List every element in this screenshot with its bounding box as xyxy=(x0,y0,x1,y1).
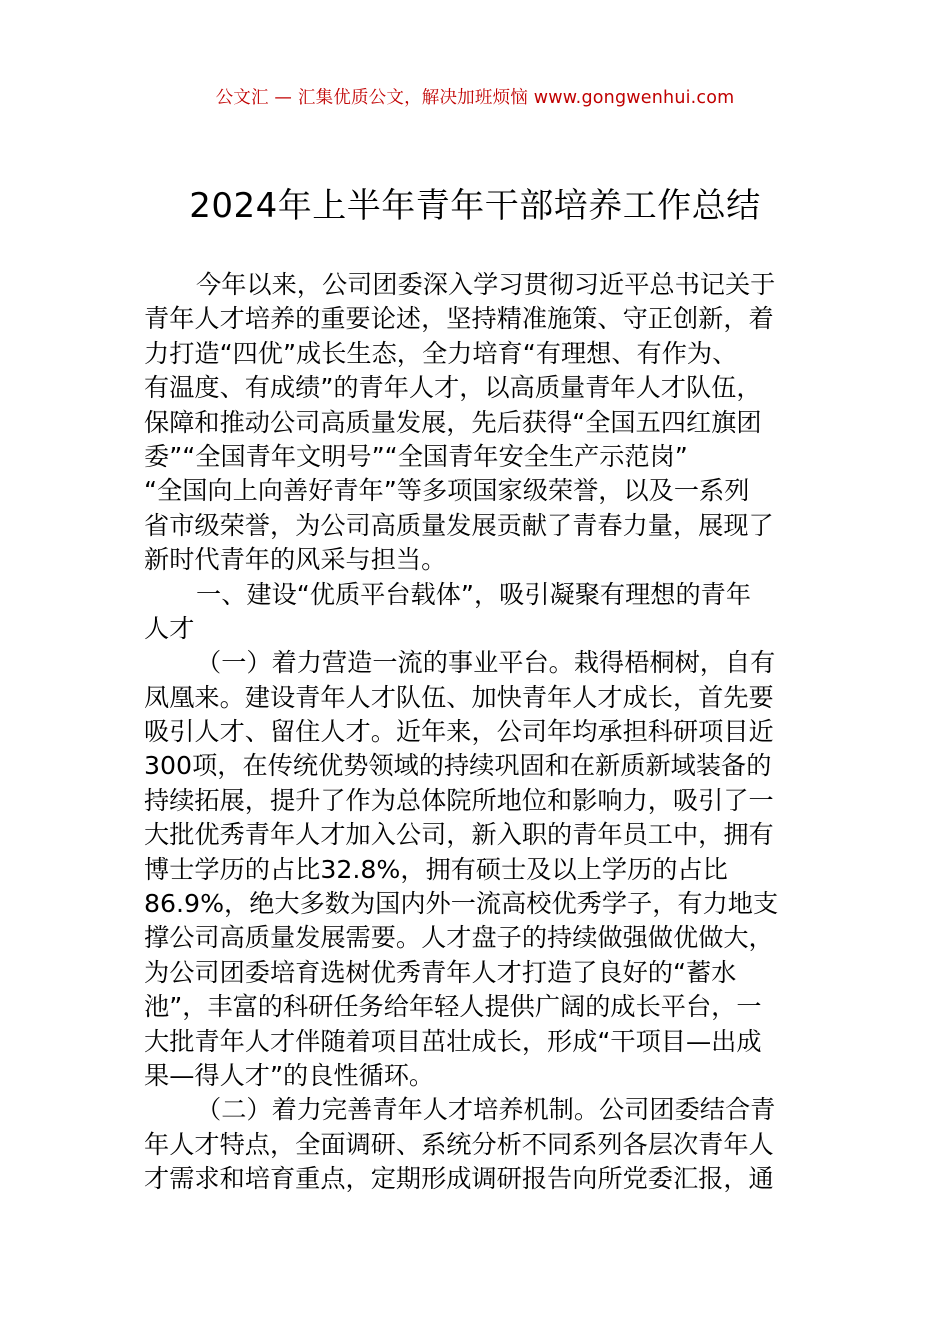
page-title: 2024年上半年青年干部培养工作总结 xyxy=(189,186,761,226)
body-line: 撑公司高质量发展需要。人才盘子的持续做强做优做大， xyxy=(144,923,774,953)
body-line: 凤凰来。建设青年人才队伍、加快青年人才成长，首先要 xyxy=(144,682,774,712)
body-line: 有温度、有成绩”的青年人才，以高质量青年人才队伍， xyxy=(144,373,762,403)
body-line: 青年人才培养的重要论述，坚持精准施策、守正创新，着 xyxy=(144,304,774,334)
body-line: 省市级荣誉，为公司高质量发展贡献了青春力量，展现了 xyxy=(144,510,774,540)
body-line: 持续拓展，提升了作为总体院所地位和影响力，吸引了一 xyxy=(144,785,774,815)
body-line: 力打造“四优”成长生态，全力培育“有理想、有作为、 xyxy=(144,338,738,368)
document-body xyxy=(144,268,808,1197)
body-line: 果—得人才”的良性循环。 xyxy=(144,1060,435,1090)
body-line: 委”“全国青年文明号”“全国青年安全生产示范岗” xyxy=(144,441,688,471)
header-slogan: 公文汇 — 汇集优质公文，解决加班烦恼 www.gongwenhui.com xyxy=(215,88,735,108)
body-line: 吸引人才、留住人才。近年来，公司年均承担科研项目近 xyxy=(144,717,774,747)
body-line: 今年以来，公司团委深入学习贯彻习近平总书记关于 xyxy=(196,270,776,299)
body-line: 年人才特点，全面调研、系统分析不同系列各层次青年人 xyxy=(144,1129,774,1159)
body-line: 才需求和培育重点，定期形成调研报告向所党委汇报，通 xyxy=(144,1164,774,1194)
body-line: 新时代青年的风采与担当。 xyxy=(144,545,447,575)
body-line: 300项，在传统优势领域的持续巩固和在新质新域装备的 xyxy=(144,751,772,781)
body-line: 大批优秀青年人才加入公司，新入职的青年员工中，拥有 xyxy=(144,820,774,850)
subsection-heading: （一）着力营造一流的事业平台。栽得梧桐树，自有 xyxy=(196,648,776,678)
body-line: 保障和推动公司高质量发展，先后获得“全国五四红旗团 xyxy=(144,407,762,437)
section-heading: 人才 xyxy=(144,613,195,643)
body-line: 池”，丰富的科研任务给年轻人提供广阔的成长平台，一 xyxy=(144,992,762,1022)
subsection-heading: （二）着力完善青年人才培养机制。公司团委结合青 xyxy=(196,1095,776,1125)
body-line: 为公司团委培育选树优秀青年人才打造了良好的“蓄水 xyxy=(144,957,737,987)
section-heading: 一、建设“优质平台载体”，吸引凝聚有理想的青年 xyxy=(196,579,752,609)
body-line: 博士学历的占比32.8%，拥有硕士及以上学历的占比 xyxy=(144,854,728,884)
body-line: 86.9%，绝大多数为国内外一流高校优秀学子，有力地支 xyxy=(144,889,779,919)
body-line: 大批青年人才伴随着项目茁壮成长，形成“干项目—出成 xyxy=(144,1026,762,1056)
body-line: “全国向上向善好青年”等多项国家级荣誉，以及一系列 xyxy=(144,476,750,506)
